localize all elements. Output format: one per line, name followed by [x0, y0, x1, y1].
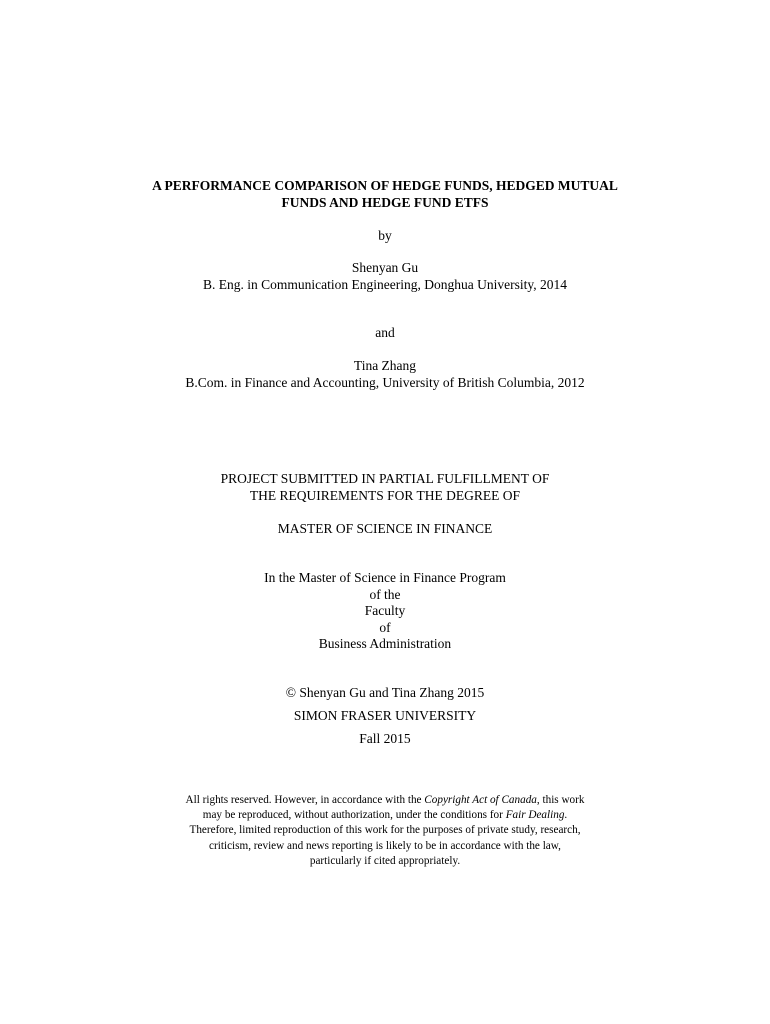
degree-name — [0, 521, 770, 538]
program-line-1: In the Master of Science in Finance Program — [264, 570, 506, 585]
project-line-1: PROJECT SUBMITTED IN PARTIAL FULFILLMENT OF — [220, 471, 550, 486]
rights-line-2-a: may be reproduced, without authorization, under the conditions for — [202, 809, 506, 822]
rights-line-2-b: . — [564, 809, 568, 822]
program-line-5: Business Administration — [318, 636, 452, 651]
title-line-1: A PERFORMANCE COMPARISON OF HEDGE FUNDS, HEDGED MUTUAL — [152, 178, 618, 193]
and-text: and — [375, 325, 395, 340]
project-statement — [0, 471, 770, 504]
program-line-2: of the — [369, 586, 401, 602]
program-line-3: Faculty — [364, 603, 406, 618]
degree-name-text: MASTER OF SCIENCE IN FINANCE — [277, 521, 493, 536]
title-line-2: FUNDS AND HEDGE FUND ETFS — [281, 194, 489, 210]
author-2-degree: B.Com. in Finance and Accounting, University of British Columbia, 2012 — [185, 374, 585, 390]
program-line-4: of — [379, 619, 391, 635]
rights-line-1-a: All rights reserved. However, in accordance with the — [185, 794, 425, 806]
program-statement — [0, 570, 770, 653]
rights-line-4: criticism, review and news reporting is likely to be in accordance with the law, — [209, 839, 561, 852]
project-line-2: THE REQUIREMENTS FOR THE DEGREE OF — [249, 487, 521, 503]
rights-statement — [0, 793, 770, 869]
author-1 — [0, 260, 770, 293]
rights-line-5: particularly if cited appropriately. — [309, 854, 461, 867]
rights-line-3: Therefore, limited reproduction of this work for the purposes of private study, research, — [189, 824, 581, 837]
term-text: Fall 2015 — [359, 731, 411, 746]
copyright-act-title: Copyright Act of Canada — [424, 794, 537, 806]
fair-dealing-term: Fair Dealing — [505, 809, 565, 822]
author-2-name: Tina Zhang — [353, 358, 417, 373]
rights-line-2 — [0, 808, 770, 823]
author-2 — [0, 358, 770, 391]
by-text: by — [378, 228, 392, 243]
copyright-notice — [0, 685, 770, 702]
author-1-degree: B. Eng. in Communication Engineering, Donghua University, 2014 — [203, 276, 567, 292]
university-name — [0, 708, 770, 725]
rights-line-1 — [0, 793, 770, 808]
term — [0, 731, 770, 748]
and-label — [0, 325, 770, 342]
university-text: SIMON FRASER UNIVERSITY — [293, 708, 477, 723]
by-label — [0, 228, 770, 245]
copyright-text: © Shenyan Gu and Tina Zhang 2015 — [285, 685, 485, 700]
document-title — [0, 178, 770, 211]
author-1-name: Shenyan Gu — [351, 260, 419, 275]
rights-line-1-b: , this work — [536, 794, 585, 806]
